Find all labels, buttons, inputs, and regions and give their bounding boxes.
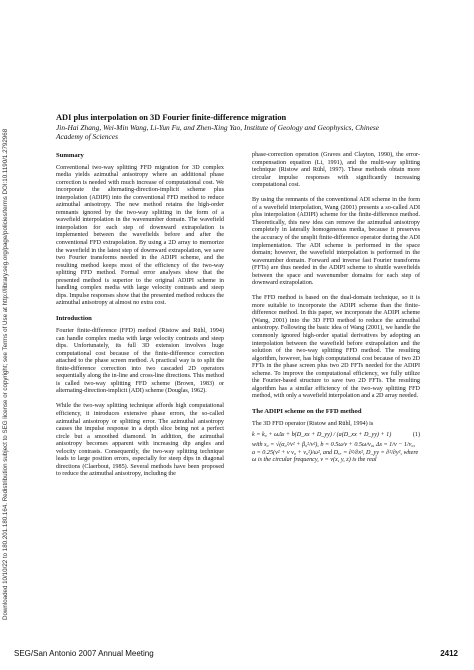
- equation-1: [252, 432, 420, 440]
- right-paragraph-3: The FFD method is based on the dual-domain technique, so it is more suitable to incorporate the ADIPI scheme than the finite-difference method. In this paper, we incorporate the ADIPI scheme (Wang, 2001) into the 3D FFD method to reduce the azimuthal anisotropy. Following the basic idea of Wang (2001), we handle the commonly ignored high-order spatial derivatives by adopting an interpolation between the wavefield before extrapolation and the solution of the two-way splitting FFD method. The resulting algorithm, however, has high computational cost because of two 2D FFTs in the phase screen plus two 2D FFTs needed for the ADIPI scheme. To improve the computational efficiency, we fully utilize the Fourier-based structure to save two 2D FFTs. The resulting algorithm has a similar efficiency of the two-way splitting FFD method, with only a wavefield interpolation and a 2D array needed.: [252, 295, 420, 400]
- adipi-heading: The ADIPI scheme on the FFD method: [252, 408, 362, 416]
- equation-1-rhs: = k₀ + ωΔs + b(D_xx + D_yy) / (a(D_xx + D_yy) + 1): [256, 431, 392, 438]
- summary-heading: Summary: [56, 152, 84, 159]
- authors-line-1: Jin-Hai Zhang, Wei-Min Wang, Li-Yun Fu, and Zhen-Xing Yao, Institute of Geology and Geophysics, Chinese: [56, 123, 380, 132]
- equation-1-body: [252, 432, 391, 440]
- download-notice-text: Downloaded 10/10/22 to 180.201.180.164. Redistribution subject to SEG license or copyright; see Terms of Use at http://library.seg.org/page/policies/terms DOI:10.1190/1.2792968: [2, 128, 9, 620]
- equation-definitions-3: ω is the circular frequency, v = v(x, y, z) is the real: [252, 457, 377, 464]
- page-number: 2412: [440, 649, 458, 658]
- introduction-heading: Introduction: [56, 315, 92, 323]
- paper-title: ADI plus interpolation on 3D Fourier finite-difference migration: [56, 113, 287, 122]
- paper-header: [56, 113, 416, 141]
- left-column: [56, 152, 224, 486]
- page-footer: [0, 645, 474, 670]
- equation-definitions-2: a = 0.25(v² + v v₀ + v₀²)/ω², and Dₓₓ = ∂²/∂x², D_yy = ∂²/∂y², where: [252, 449, 419, 456]
- equation-definitions-1: with s₀ = √(α₀²/v² + β₀²/v²), b = 0.5ω/v + 0.5ω/v₀, Δs = 1/v − 1/v₀,: [252, 442, 416, 449]
- authors-line-2: Academy of Sciences: [56, 132, 118, 141]
- download-notice: [2, 80, 14, 620]
- meeting-name: SEG/San Antonio 2007 Annual Meeting: [14, 649, 154, 658]
- right-paragraph-1: phase-correction operation (Graves and Clayton, 1990), the error-compensation equation (Li, 1991), and the multi-way splitting technique (Ristow and Rühl, 1997). These methods obtain more circular impulse responses with significantly increasing computational cost.: [252, 152, 420, 189]
- intro-paragraph-2: While the two-way splitting technique affords high computational efficiency, it introduces extensive phase errors, the so-called azimuthal anisotropy or splitting error. The azimuthal anisotropy causes the impulse response in a depth slice being not a perfect circle but a smoothed diamond. In addition, the azimuthal anisotropy becomes apparent with increasing dip angles and velocity contrasts. Consequently, the two-way splitting technique leads to large position errors, especially for steep dips in diagonal directions (Claerbout, 1985). Several methods have been proposed to reduce the azimuthal anisotropy, including the: [56, 403, 224, 478]
- equation-1-number: (1): [412, 431, 420, 438]
- equation-intro: The 3D FFD operator (Ristow and Rühl, 1994) is: [252, 421, 374, 427]
- equation-1-lhs: k: [252, 431, 255, 438]
- intro-paragraph-1: Fourier finite-difference (FFD) method (Ristow and Rühl, 1994) can handle complex media with large velocity contrasts and steep dips. Unfortunately, its full 3D extension involves huge computational cost because of the finite-difference correction attached to the phase screen method. A practical way is to split the finite-difference correction into two cascaded 2D operators sequentially along the in-line and cross-line directions. This method is called two-way splitting FFD scheme (Brown, 1983) or alternating-direction-implicit (ADI) scheme (Douglas, 1962).: [56, 327, 224, 395]
- summary-paragraph: Conventional two-way splitting FFD migration for 3D complex media yields azimuthal anisotropy where an additional phase correction is needed with much increase of computational cost. We incorporate the alternating-direction-implicit scheme plus interpolation (ADIPI) into the conventional FFD method to reduce azimuthal anisotropy. The new method retains the high-order remnants ignored by the two-way splitting in the form of a wavefield interpolation in the wavenumber domain. The wavefield interpolation for each step of downward extrapolation is implemented between the wavefields before and after the conventional FFD extrapolation. By using a 2D array to memorize the wavefield in the latest step of downward extrapolation, we save two Fourier transforms needed in the ADIPI scheme, and the resulting method keeps most of the efficiency of the two-way splitting FFD method. Formal error analyses show that the presented method is superior to the original ADIPI scheme in handling complex media with large velocity contrasts and steep dips. Impulse responses show that the presented method reduces the azimuthal anisotropy at almost no extra cost.: [56, 164, 224, 307]
- right-paragraph-2: By using the remnants of the conventional ADI scheme in the form of a wavefield interpolation, Wang (2001) presents a so-called ADI plus interpolation (ADIPI) scheme for the finite-difference method. Theoretically, this new idea can remove the azimuthal anisotropy completely in laterally homogeneous media, because it preserves the accuracy of the unsplit finite-difference operator during the ADI implementation. The ADI scheme is performed in the space domain; however, the wavefield interpolation is performed in the wavenumber domain. Forward and inverse fast Fourier transforms (FFTs) are thus needed in the ADIPI scheme to shuttle wavefields between the space and wavenumber domains for each step of downward extrapolation.: [252, 197, 420, 287]
- right-column: [252, 152, 420, 465]
